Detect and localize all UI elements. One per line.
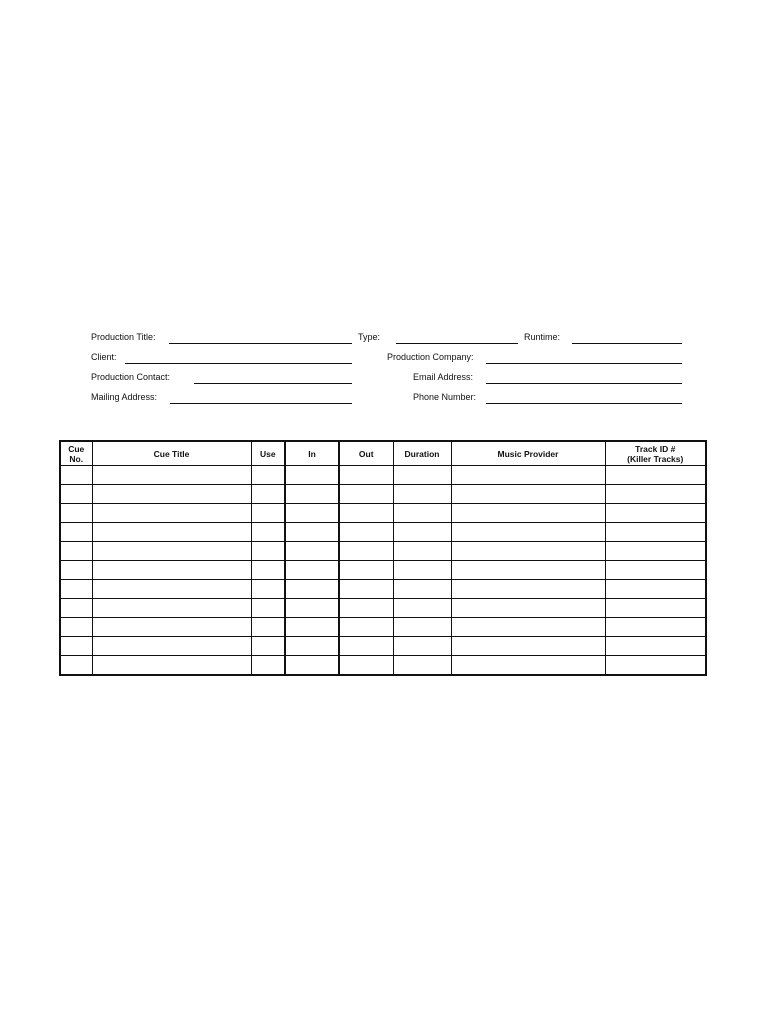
in-cell[interactable]	[285, 561, 339, 580]
duration-cell[interactable]	[393, 523, 451, 542]
type-field[interactable]	[396, 343, 518, 344]
in-cell[interactable]	[285, 542, 339, 561]
in-cell[interactable]	[285, 618, 339, 637]
header-in: In	[285, 441, 339, 466]
track-id-cell[interactable]	[605, 580, 706, 599]
in-cell[interactable]	[285, 599, 339, 618]
table-row	[60, 618, 706, 637]
duration-cell[interactable]	[393, 485, 451, 504]
use-cell[interactable]	[251, 599, 285, 618]
use-cell[interactable]	[251, 485, 285, 504]
header-cue-no-line2: No.	[69, 453, 84, 464]
table-row	[60, 580, 706, 599]
music-provider-cell[interactable]	[451, 599, 605, 618]
use-cell[interactable]	[251, 580, 285, 599]
music-provider-cell[interactable]	[451, 523, 605, 542]
track-id-cell[interactable]	[605, 485, 706, 504]
cue-title-cell[interactable]	[92, 618, 251, 637]
use-cell[interactable]	[251, 504, 285, 523]
cue-title-cell[interactable]	[92, 599, 251, 618]
table-row	[60, 561, 706, 580]
use-cell[interactable]	[251, 618, 285, 637]
client-label: Client:	[91, 352, 117, 362]
table-row	[60, 485, 706, 504]
use-cell[interactable]	[251, 561, 285, 580]
music-provider-cell[interactable]	[451, 637, 605, 656]
use-cell[interactable]	[251, 542, 285, 561]
in-cell[interactable]	[285, 580, 339, 599]
out-cell[interactable]	[339, 618, 393, 637]
track-id-cell[interactable]	[605, 504, 706, 523]
cue-title-cell[interactable]	[92, 637, 251, 656]
cue-sheet-table	[59, 440, 707, 676]
out-cell[interactable]	[339, 485, 393, 504]
email-address-label: Email Address:	[413, 372, 474, 382]
use-cell[interactable]	[251, 466, 285, 485]
table-row	[60, 637, 706, 656]
phone-number-label: Phone Number:	[413, 392, 477, 402]
music-provider-cell[interactable]	[451, 466, 605, 485]
cue-title-cell[interactable]	[92, 523, 251, 542]
cue-no-cell[interactable]	[60, 580, 92, 599]
production-company-field[interactable]	[486, 363, 682, 364]
table-row	[60, 656, 706, 676]
duration-cell[interactable]	[393, 466, 451, 485]
header-track-id	[605, 441, 706, 466]
type-label: Type:	[358, 332, 381, 342]
use-cell[interactable]	[251, 637, 285, 656]
cue-title-cell[interactable]	[92, 466, 251, 485]
mailing-address-field[interactable]	[170, 403, 352, 404]
track-id-cell[interactable]	[605, 542, 706, 561]
cue-no-cell[interactable]	[60, 599, 92, 618]
track-id-cell[interactable]	[605, 523, 706, 542]
use-cell[interactable]	[251, 523, 285, 542]
duration-cell[interactable]	[393, 580, 451, 599]
cue-no-cell[interactable]	[60, 523, 92, 542]
track-id-cell[interactable]	[605, 618, 706, 637]
cue-no-cell[interactable]	[60, 561, 92, 580]
phone-number-field[interactable]	[486, 403, 682, 404]
in-cell[interactable]	[285, 504, 339, 523]
header-use: Use	[251, 441, 285, 466]
mailing-address-label: Mailing Address:	[91, 392, 158, 402]
cue-title-cell[interactable]	[92, 504, 251, 523]
cue-title-cell[interactable]	[92, 561, 251, 580]
out-cell[interactable]	[339, 504, 393, 523]
duration-cell[interactable]	[393, 599, 451, 618]
use-cell[interactable]	[251, 656, 285, 676]
music-provider-cell[interactable]	[451, 504, 605, 523]
out-cell[interactable]	[339, 580, 393, 599]
out-cell[interactable]	[339, 656, 393, 676]
runtime-label: Runtime:	[524, 332, 561, 342]
header-track-id-line1: Track ID #	[635, 443, 676, 454]
out-cell[interactable]	[339, 637, 393, 656]
music-provider-cell[interactable]	[451, 542, 605, 561]
track-id-cell[interactable]	[605, 599, 706, 618]
duration-cell[interactable]	[393, 561, 451, 580]
production-contact-field[interactable]	[194, 383, 352, 384]
cue-no-cell[interactable]	[60, 466, 92, 485]
header-music-provider: Music Provider	[451, 441, 605, 466]
table-header-row	[60, 441, 706, 466]
header-cue-title: Cue Title	[92, 441, 251, 466]
table-row	[60, 466, 706, 485]
duration-cell[interactable]	[393, 656, 451, 676]
track-id-cell[interactable]	[605, 561, 706, 580]
cue-no-cell[interactable]	[60, 656, 92, 676]
music-provider-cell[interactable]	[451, 580, 605, 599]
out-cell[interactable]	[339, 599, 393, 618]
cue-sheet-body	[60, 466, 706, 676]
music-provider-cell[interactable]	[451, 656, 605, 676]
production-title-field[interactable]	[169, 343, 352, 344]
email-address-field[interactable]	[486, 383, 682, 384]
cue-no-cell[interactable]	[60, 618, 92, 637]
track-id-cell[interactable]	[605, 656, 706, 676]
duration-cell[interactable]	[393, 542, 451, 561]
cue-no-cell[interactable]	[60, 485, 92, 504]
table-row	[60, 542, 706, 561]
out-cell[interactable]	[339, 523, 393, 542]
cue-title-cell[interactable]	[92, 485, 251, 504]
in-cell[interactable]	[285, 637, 339, 656]
in-cell[interactable]	[285, 466, 339, 485]
music-provider-cell[interactable]	[451, 485, 605, 504]
track-id-cell[interactable]	[605, 637, 706, 656]
duration-cell[interactable]	[393, 618, 451, 637]
table-row	[60, 523, 706, 542]
music-provider-cell[interactable]	[451, 561, 605, 580]
header-cue-no-line1: Cue	[68, 443, 85, 454]
cue-no-cell[interactable]	[60, 504, 92, 523]
header-duration: Duration	[393, 441, 451, 466]
music-provider-cell[interactable]	[451, 618, 605, 637]
out-cell[interactable]	[339, 466, 393, 485]
runtime-field[interactable]	[572, 343, 682, 344]
client-field[interactable]	[125, 363, 352, 364]
cue-title-cell[interactable]	[92, 656, 251, 676]
table-row	[60, 504, 706, 523]
out-cell[interactable]	[339, 561, 393, 580]
production-contact-label: Production Contact:	[91, 372, 171, 382]
cue-no-cell[interactable]	[60, 542, 92, 561]
in-cell[interactable]	[285, 485, 339, 504]
cue-no-cell[interactable]	[60, 637, 92, 656]
header-out: Out	[339, 441, 393, 466]
duration-cell[interactable]	[393, 504, 451, 523]
in-cell[interactable]	[285, 523, 339, 542]
production-company-label: Production Company:	[387, 352, 474, 362]
cue-title-cell[interactable]	[92, 580, 251, 599]
track-id-cell[interactable]	[605, 466, 706, 485]
header-cue-no	[60, 441, 92, 466]
header-track-id-line2: (Killer Tracks)	[627, 453, 684, 464]
cue-title-cell[interactable]	[92, 542, 251, 561]
duration-cell[interactable]	[393, 637, 451, 656]
table-row	[60, 599, 706, 618]
out-cell[interactable]	[339, 542, 393, 561]
in-cell[interactable]	[285, 656, 339, 676]
production-title-label: Production Title:	[91, 332, 156, 342]
